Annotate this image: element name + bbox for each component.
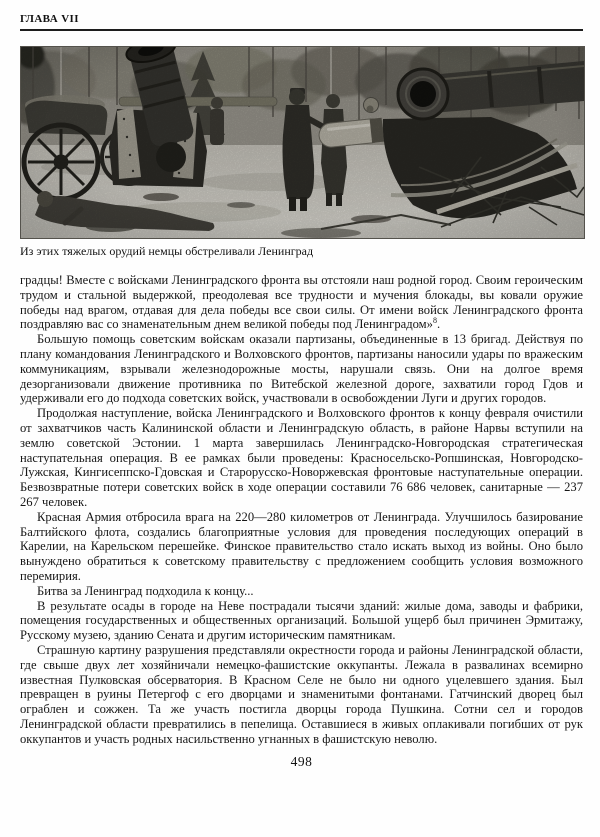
body-paragraph-5: Битва за Ленинград подходила к концу...: [37, 583, 254, 598]
photo-illustration: [21, 47, 584, 238]
photo-heavy-guns: [20, 46, 585, 239]
body-paragraph-4: Красная Армия отбросила врага на 220—280 километров от Ленинграда. Улучшилось базирование Балтийского флота, создались благоприятные условия для проведения последующих операций в Карелии, на Карельском перешейке. Финское правительство стало искать выход из войны. Оно было вынуждено обратиться к советскому правительству с предложением сообщить условия возможного перемирия.: [20, 509, 583, 583]
photo-caption: Из этих тяжелых орудий немцы обстреливали Ленинград: [20, 244, 314, 258]
body-paragraph-1: [20, 273, 583, 332]
body-paragraph-3: Продолжая наступление, войска Ленинградского и Волховского фронтов к концу февраля очистили от захватчиков часть Калининской области и Ленинградскую область, в районе Нарвы вступили на землю советской Эстонии. 1 марта завершилась Ленинградско-Новгородская стратегическая наступательная операция. В ее рамках были проведены: Красносельско-Ропшинская, Новгородско-Лужская, Кингисеппско-Гдовская и Старорусско-Новоржевская фронтовые наступательные операции. Безвозвратные потери советских войск в ходе операции составили 76 686 человек, санитарные — 237 267 человек.: [20, 406, 583, 509]
footnote-marker: 8: [432, 316, 437, 326]
paragraph-text: градцы! Вместе с войсками Ленинградского фронта вы отстояли наш родной город. Своим героическим трудом и стальной выдержкой, преодолевая все трудности и мучения блокады, вы ковали оружие победы над врагом, отдавая для дела победы все свои силы. От имени войск Ленинградского фронта поздравляю вас со знаменательным днем великой победы под Ленинградом»: [20, 273, 583, 332]
page-number: 498: [290, 753, 313, 769]
photo-vignette: [21, 47, 584, 238]
body-paragraph-7: Страшную картину разрушения представляли окрестности города и районы Ленинградской области, где свыше двух лет хозяйничали немецко-фашистские оккупанты. Лежала в развалинах всемирно известная Пулковская обсерватория. В Красном Селе не было ни одного уцелевшего здания. Был превращен в руины Петергоф с его дворцами и знаменитыми фонтанами. Гатчинский дворец был ограблен и сожжен. Та же участь постигла дворцы города Пушкина. Сотни сел и городов Ленинградской области превратились в пепелища. Оставшиеся в живых оплакивали погибших от рук оккупантов и участь родных насильственно угнанных в фашистскую неволю.: [20, 642, 583, 746]
body-paragraph-6: В результате осады в городе на Неве пострадали тысячи зданий: жилые дома, заводы и фабрики, помещения государственных и общественных организаций. Большой ущерб был причинен Эрмитажу, Русскому музею, зданию Сената и другим историческим памятникам.: [20, 598, 583, 643]
body-text: [20, 273, 583, 747]
paragraph-suffix: .: [436, 317, 441, 332]
body-paragraph-2: Большую помощь советским войскам оказали партизаны, объединенные в 13 бригад. Действуя по плану командования Ленинградского и Волховского фронтов, партизаны наносили удары по вражеским коммуникациям, взрывали железнодорожные мосты, нарушали связь. Они на долгое время дезорганизовали движение противника по Витебской железной дороге, захватили город Гдов и удерживали его до подхода советских войск, участвовали в освобождении Луги и других городов.: [20, 332, 583, 406]
chapter-running-head: ГЛАВА VII: [20, 13, 583, 31]
photo-figure: [20, 46, 585, 259]
